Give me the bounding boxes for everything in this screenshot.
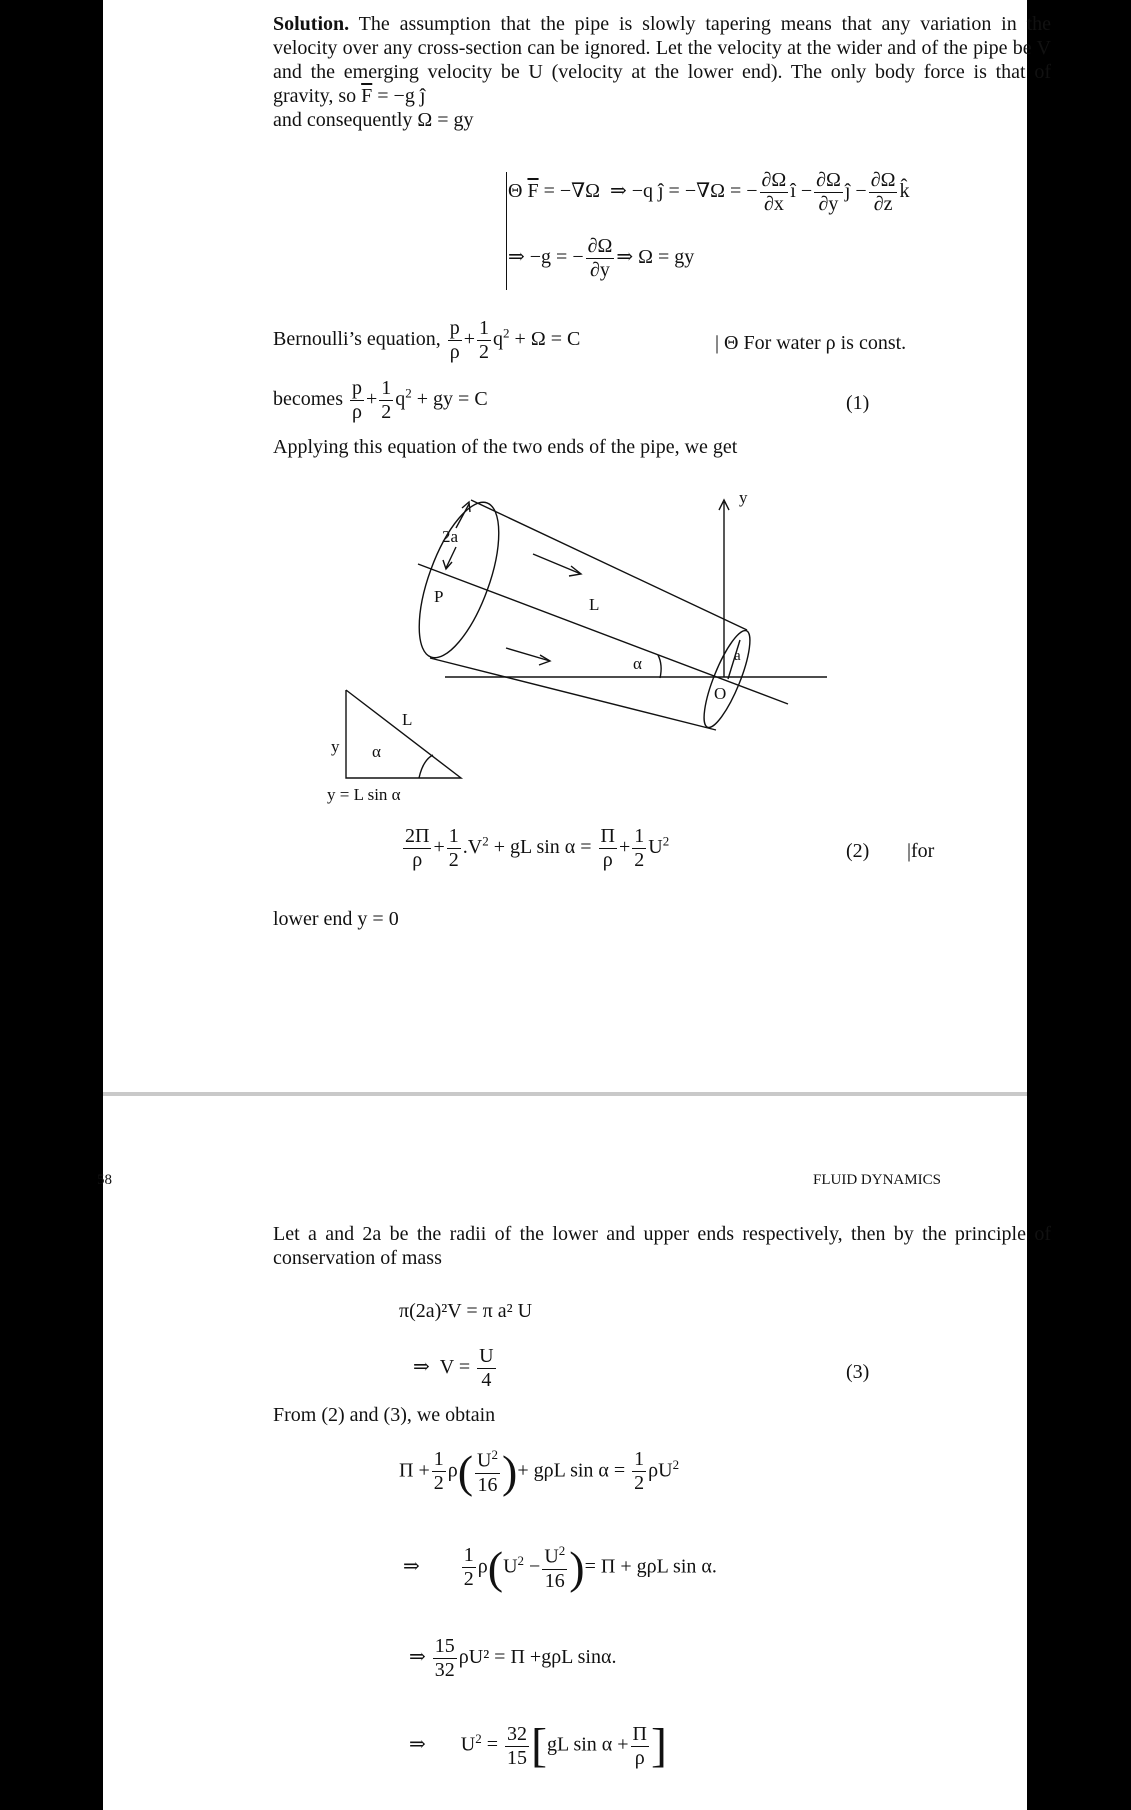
label-L: L bbox=[589, 595, 600, 614]
triangle-label-L: L bbox=[402, 710, 413, 729]
bernoulli-equation: Bernoulli’s equation, $\frac{p}{\rho}$ + $\frac{1}{2}$ $q^2 + \Omega = C$ bbox=[273, 317, 581, 363]
equation-2: $\frac{2\Pi}{\rho}$ + $\frac{1}{2}$ $.V^2$ + gL sin α = $\frac{\Pi}{\rho}$ + $\frac{1}{2}$ $U^2$ bbox=[405, 825, 670, 871]
step-4-equation: ⇒ $U^2$ = $\frac{32}{15}$ [gL sin α + $\frac{\Pi}{\rho}$ ] bbox=[409, 1719, 667, 1772]
equation-1: becomes $\frac{p}{\rho}$ + $\frac{1}{2}$ $q^2$ + gy = C bbox=[273, 377, 488, 423]
equation-1-number: (1) bbox=[846, 392, 870, 414]
alpha-arc bbox=[658, 655, 661, 678]
applying-text: Applying this equation of the two ends of the pipe, we get bbox=[273, 436, 738, 458]
equation-2-note: |for bbox=[907, 840, 935, 862]
triangle-label-alpha: α bbox=[372, 742, 381, 761]
gradient-equation: Θ $\overline{F} = -\nabla\Omega$ ⇒ −q ĵ = −∇Ω = − $\frac{\partial\Omega}{\partial x}$ î − $\frac{\partial\Omega}{\partial y}$ ĵ − $\frac{\partial\Omega}{\partial z}$ k̂ bbox=[508, 169, 910, 215]
page-number: 58 bbox=[97, 1172, 112, 1188]
consequently-line: and consequently Ω = gy bbox=[273, 109, 474, 131]
solution-label: Solution. bbox=[273, 13, 350, 35]
flow-arrow-top-icon bbox=[533, 554, 581, 574]
triangle-caption: y = L sin α bbox=[327, 785, 401, 804]
running-head: FLUID DYNAMICS bbox=[813, 1172, 941, 1188]
velocity-equation: ⇒ V = $\frac{U}{4}$ bbox=[413, 1345, 494, 1391]
force-expression: $\overline{F} = -g$ ĵ bbox=[361, 85, 426, 107]
pipe-diagram bbox=[103, 0, 1027, 1092]
step-2-equation: ⇒ $\frac{1}{2}$ $\rho(U^2$ − $\frac{U^2}{16}$ )= Π + gρL sin α. bbox=[403, 1541, 717, 1593]
document-page-2 bbox=[97, 1096, 1051, 1810]
pipe-bottom-edge bbox=[430, 658, 716, 730]
triangle-label-y: y bbox=[331, 737, 340, 756]
label-y-axis: y bbox=[739, 488, 748, 507]
label-O: O bbox=[714, 684, 727, 703]
flow-arrow-bottom-icon bbox=[506, 648, 550, 661]
potential-equation: ⇒ −g = − $\frac{\partial\Omega}{\partial y}$ ⇒ Ω = gy bbox=[508, 235, 695, 281]
bernoulli-note: | Θ For water ρ is const. bbox=[715, 332, 907, 354]
mass-conservation-equation: π(2a)²V = π a² U bbox=[399, 1300, 533, 1322]
from-text: From (2) and (3), we obtain bbox=[273, 1404, 496, 1426]
combined-equation: Π + $\frac{1}{2}$ ρ( $\frac{U^2}{16}$ )+ gρL sin α = $\frac{1}{2}$ $\rho U^2$ bbox=[399, 1445, 680, 1497]
diameter-arrow-down-icon bbox=[446, 547, 456, 568]
lower-end-text: lower end y = 0 bbox=[273, 908, 399, 930]
pipe-top-edge bbox=[471, 500, 747, 630]
label-P: P bbox=[434, 587, 444, 606]
pipe-axis-line bbox=[418, 564, 788, 704]
document-page-1 bbox=[103, 0, 1052, 1092]
label-2a: 2a bbox=[442, 527, 459, 546]
solution-text: The assumption that the pipe is slowly tapering means that any variation in the velocity over any cross-section can be ignored. Let the velocity at the wider and of the pipe be V and the emerging velocity be U (velocity at the lower end). The only body force is that of gravity, so bbox=[273, 13, 1052, 107]
intro-paragraph: Let a and 2a be the radii of the lower and upper ends respectively, then by the principle of conservation of mass bbox=[273, 1223, 1051, 1269]
equation-3-number: (3) bbox=[846, 1361, 870, 1383]
label-a: a bbox=[734, 648, 741, 664]
label-alpha: α bbox=[633, 654, 642, 673]
lower-end-ellipse bbox=[695, 626, 758, 732]
triangle-alpha-arc bbox=[419, 755, 433, 778]
step-3-equation: ⇒ $\frac{15}{32}$ ρU² = Π +gρL sinα. bbox=[409, 1635, 617, 1681]
equation-2-number: (2) bbox=[846, 840, 870, 862]
right-triangle bbox=[346, 690, 461, 778]
